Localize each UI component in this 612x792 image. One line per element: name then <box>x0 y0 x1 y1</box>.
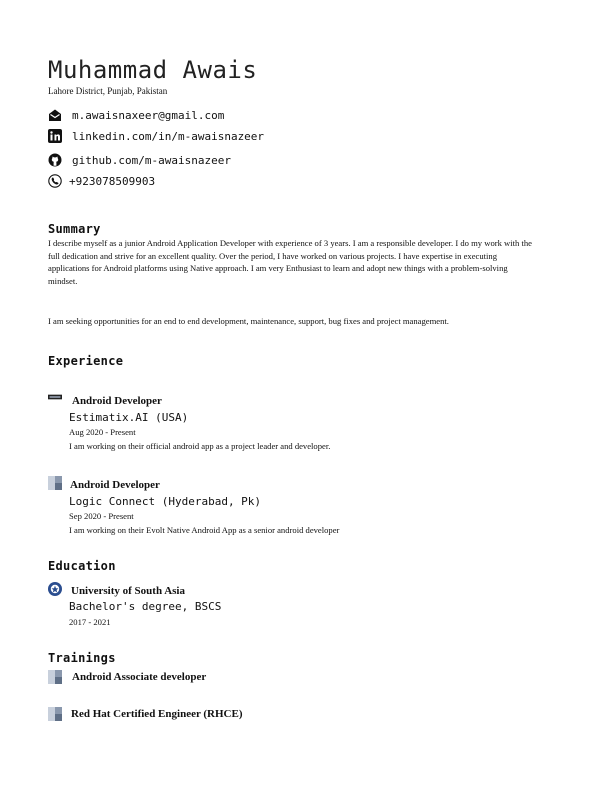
company-logo-icon <box>48 394 62 400</box>
job-title: Android Developer <box>72 395 162 407</box>
university-logo-icon <box>48 582 62 596</box>
training-logo-icon <box>48 670 62 684</box>
experience-heading: Experience <box>48 354 124 368</box>
github-text[interactable]: github.com/m-awaisnazeer <box>72 153 231 167</box>
candidate-location: Lahore District, Punjab, Pakistan <box>48 86 168 96</box>
summary-paragraph-2: I am seeking opportunities for an end to end development, maintenance, support, bug fixes and project management. <box>48 316 449 326</box>
trainings-heading: Trainings <box>48 651 116 665</box>
job-company: Estimatix.AI (USA) <box>69 411 189 424</box>
job-dates: Sep 2020 - Present <box>69 511 134 521</box>
github-icon <box>48 153 62 167</box>
school-name: University of South Asia <box>71 585 185 597</box>
job-description: I am working on their Evolt Native Android App as a senior android developer <box>69 525 340 535</box>
contact-phone[interactable] <box>48 174 155 188</box>
education-heading: Education <box>48 559 116 573</box>
linkedin-text[interactable]: linkedin.com/in/m-awaisnazeer <box>72 129 265 143</box>
job-company: Logic Connect (Hyderabad, Pk) <box>69 495 262 508</box>
summary-paragraph-1: I describe myself as a junior Android Application Developer with experience of 3 years. I am a responsible developer. I do my work with the full dedication and strive for an excellent quality. Over the period, I have worked on various projects. I have expertise in executing applications for Android platforms using Native approach. I am very Enthusiast to learn and adopt new things with a problem-solving mindset. <box>48 238 532 287</box>
training-title: Red Hat Certified Engineer (RHCE) <box>71 708 243 720</box>
education-dates: 2017 - 2021 <box>69 617 111 627</box>
phone-icon <box>48 174 62 188</box>
linkedin-icon <box>48 129 62 143</box>
summary-heading: Summary <box>48 222 101 236</box>
email-text[interactable]: m.awaisnaxeer@gmail.com <box>72 108 225 122</box>
degree: Bachelor's degree, BSCS <box>69 600 222 613</box>
training-title: Android Associate developer <box>72 671 207 683</box>
job-title: Android Developer <box>70 479 160 491</box>
training-logo-icon <box>48 707 62 721</box>
contact-linkedin[interactable] <box>48 129 264 143</box>
contact-email[interactable] <box>48 108 224 122</box>
candidate-name: Muhammad Awais <box>48 56 258 84</box>
email-icon <box>48 108 62 122</box>
job-description: I am working on their official android app as a project leader and developer. <box>69 441 331 451</box>
phone-text[interactable]: +923078509903 <box>69 174 156 188</box>
company-logo-icon <box>48 476 62 490</box>
contact-github[interactable] <box>48 153 231 167</box>
job-dates: Aug 2020 - Present <box>69 427 136 437</box>
